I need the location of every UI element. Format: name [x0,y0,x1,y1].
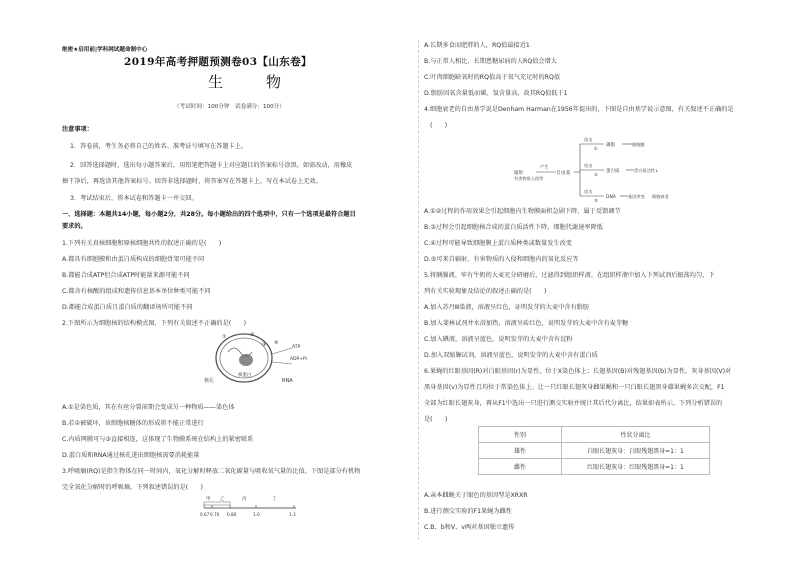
q6-option-a: A.亲本雌蝇关于眼色的基因型是XRXR [424,492,528,499]
q6-stem-3: 全部为红眼长翅灰身，再从F1中选出一只进行测交实验并统计其后代分离比，结果如表所示。下列分析错误的 [424,400,723,407]
fig-label: DNA [606,195,616,200]
table-header-row [479,427,710,443]
axis-top-label: 丙 [242,497,247,502]
q3-stem-2: 完全氧化分解时的呼吸熵，下列叙述错误的是( ) [62,484,203,491]
fig-label: 蛋白质 [606,169,620,174]
axis-top-label: 甲 [206,497,211,502]
q6-stem-1: 6.果蝇的红眼基因(R)对白眼基因(r)为显性，位于X染色体上；长翅基因(B)对残翅基因(b)为显性，灰身基因(V)对 [424,368,732,375]
q2-option-d: D.蛋白质和RNA通过核孔进出细胞核需要消耗能量 [62,452,200,459]
q1-option-a: A.都具有细胞膜和由蛋白质构成的细胞骨架可能不同 [62,256,205,263]
fig-label: ② [250,332,255,338]
fig-label: 细胞衰老 [652,194,669,199]
q6-stem-4: 是( ) [424,416,448,423]
q5-stem-2: 列有关实验现象及结论的叙述正确的是( ) [424,288,547,295]
axis-tick-label: 0.70 [210,512,220,517]
notes-heading: 注意事项： [62,126,93,133]
fig-label: 攻击 [584,137,593,142]
fig-label: ADP+Pi [290,357,307,362]
axis-top-label: 丁 [272,497,277,502]
q3-option-a: A.长期多食而肥胖的人，RQ值最接近1 [424,42,530,49]
fig-label: 产生 [540,164,549,169]
table-cell: 红眼长翅灰身：红眼残翅黑身=1：1 [562,459,710,475]
q2-option-c: C.内质网膜可与③直接相连，这体现了生物膜系统在结构上的紧密联系 [62,436,254,443]
q4-option-c: C.④过程可能导致细胞膜上蛋白质种类或数量发生改变 [424,240,572,247]
note-2-cont: 擦干净后，再选涂其他答案标号。回答非选择题时，将答案写在答题卡上，写在本试卷上无效。 [62,178,322,185]
secret-label: 绝密★启用前|学科网试题命制中心 [62,47,148,53]
nucleus-diagram [202,330,312,386]
column-divider [418,40,419,540]
fig-label: RNA [282,378,293,384]
axis-tick-label: 1.0 [253,512,260,517]
rq-range-bar [204,502,230,505]
q5-option-a: A.加入苏丹Ⅲ染液，溶液呈红色，证明发芽的大麦中含有脂肪 [424,304,590,311]
q3-stem-1: 3.呼吸熵(RQ)是指生物体在同一时间内，氧化分解时释放二氧化碳量与吸收氧气量的比值。下图是部分有机物 [62,468,361,475]
fig-label: 核蛋白 [238,373,252,378]
q2-stem: 2.下图所示为细胞核的结构模式图，下列有关叙述不正确的是( ) [62,320,246,327]
table-row [479,443,710,459]
section1-line2: 要求的。 [62,223,87,230]
fig-label: 攻击 [584,189,593,194]
axis-tick-label: 1.3 [289,512,296,517]
note-3: 3．考试结束后，将本试卷和答题卡一并交回。 [70,195,198,202]
q5-option-b: B.加入斐林试剂并水浴加热，溶液呈砖红色，说明发芽的大麦中含有麦芽糖 [424,320,629,327]
table-row [479,459,710,475]
table-cell: 雌性 [479,459,562,475]
section1-line1: 一、选择题：本题共14小题，每小题2分，共28分。每小题给出的四个选项中，只有一个选项是最符合题目 [62,211,356,218]
fig-label: ② [594,172,598,177]
q1-option-b: B.都能合成ATP但合成ATP时能量来源可能不同 [62,272,190,279]
fig-label: ③ [594,198,598,202]
q4-option-a: A.①②过程的作用效果会引起细胞内生物膜面积急剧下降，属于反馈调节 [424,208,621,215]
q6-option-c: C.B、b和V、v两对基因独立遗传 [424,524,515,531]
note-1: 1．答卷前，考生务必将自己的姓名、准考证号填写在答题卡上。 [70,143,248,150]
q4-stem-2: ( ) [430,122,448,129]
pointer-line [272,348,292,354]
fig-label: 蛋白质活性↓ [634,168,659,173]
fig-label: ④ [274,340,279,346]
q1-option-d: D.都能合成蛋白质且蛋白质的翻译场所可能不同 [62,304,193,311]
exam-info: （考试时间：100分钟 试卷满分：100分） [174,104,285,110]
table-cell: 白眼长翅灰身：白眼残翅黑身=1：1 [562,443,710,459]
q2-option-a: A.①是染色质，其在有丝分裂前期会变成另一种物质——染色体 [62,404,235,411]
fig-label: ① [594,146,598,151]
q3-option-b: B.与正常人相比，长期患糖尿病的人RQ值会增大 [424,58,557,65]
q4-stem-1: 4.细胞衰老的自由基学说是Denham Harman在1956年提出的，下图是自由基学说示意图，有关叙述不正确的是 [424,106,734,113]
fig-label: ATP [292,345,301,350]
q6-stem-2: 黑身基因(v)为显性且均位于常染色体上。让一只红眼长翅灰身雌果蝇和一只白眼长翅黑身雄果蝇多次交配，F1 [424,384,725,391]
subject-title: 生 物 [208,73,296,91]
q4-option-d: D.⑤可来自辐射、有害物质的入侵和细胞内的氧化反应等 [424,256,579,263]
q5-stem-1: 5.将胰腺液、牢有牛奶的大麦充分研磨后，过滤得到组织样液。在组织样液中加入下列试剂后振荡均匀，下 [424,272,715,279]
q6-option-b: B.进行测交实验的F1果蝇为雌性 [424,508,512,515]
q3-option-d: D.脂肪因氧含量低而碳、氢含量高，故其RQ值低于1 [424,90,568,97]
fig-label: 攻击 [584,163,593,168]
fig-label: ③ [262,342,267,348]
q2-option-b: B.若②被破坏，该细胞核糖体的形成将不能正常进行 [62,420,204,427]
table-header-cell: 性状分离比 [562,427,710,443]
q1-option-c: C.都含有核酸的组成和遗传信息基本单位种类可能不同 [62,288,211,295]
q5-option-c: C.加入碘液，溶液呈蓝色，说明发芽的大麦中含有淀粉 [424,336,573,343]
fig-label: 辐射 [514,171,523,176]
exam-title: 2019年高考押题预测卷03【山东卷】 [124,56,312,68]
rq-axis-figure [200,494,300,520]
pointer-line [272,362,292,364]
fig-label: 有害物质入侵等 [514,176,544,181]
table-cell: 雄性 [479,443,562,459]
q4-option-b: B.③过程会引起细胞核合成的蛋白质活性下降，细胞代谢速率降低 [424,224,603,231]
q5-option-d: D.加入双缩脲试剂，溶液呈蓝色，说明发芽的大麦中含有蛋白质 [424,352,598,359]
q6-table [478,426,710,475]
axis-top-label: 乙 [220,497,225,502]
axis-tick-label: 0.67 [200,512,210,517]
fig-label: ① [222,334,227,340]
table-header-cell: 性别 [479,427,562,443]
note-2: 2．回答选择题时，选出每小题答案后，用铅笔把答题卡上对应题目的答案标号涂黑。如需改动，用橡皮 [70,162,353,169]
fig-label: 磷脂 [606,143,615,148]
q1-stem: 1.下列有关真核细胞和原核细胞共性的叙述正确的是( ) [62,240,222,247]
axis-tick-label: 0.80 [227,512,237,517]
fig-label: 细胞膜 [632,142,645,147]
q3-option-c: C.叶肉细胞缺氧时的RQ值高于氧气充足时的RQ值 [424,74,561,81]
fig-label: 自由基 [556,171,571,176]
free-radical-diagram [514,134,674,202]
fig-label: 基因突变 [628,194,645,199]
fig-label: 核孔 [204,378,215,384]
